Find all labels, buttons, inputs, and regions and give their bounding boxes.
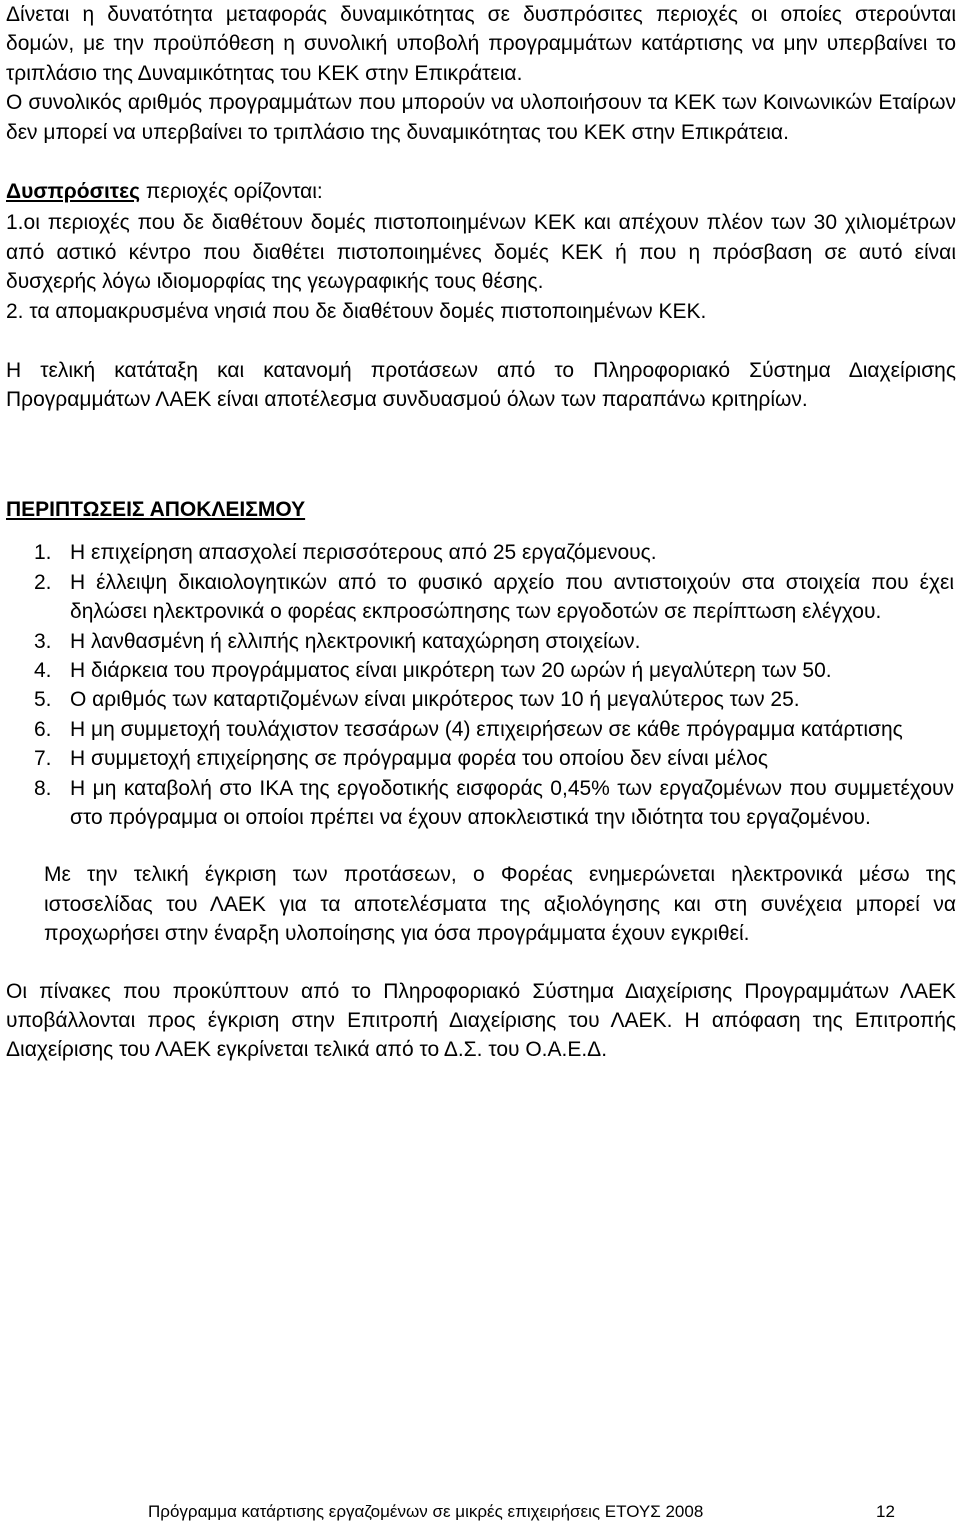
exclusion-item-number: 4. bbox=[34, 658, 52, 682]
page-footer bbox=[0, 1499, 960, 1525]
exclusion-section-title: ΠΕΡΙΠΤΩΣΕΙΣ ΑΠΟΚΛΕΙΣΜΟΥ bbox=[6, 497, 306, 521]
remote-areas-list bbox=[6, 208, 956, 326]
exclusion-item-text: Η επιχείρηση απασχολεί περισσότερους από 25 εργαζόμενους. bbox=[70, 541, 657, 565]
exclusion-item bbox=[6, 568, 956, 627]
exclusion-item-number: 2. bbox=[34, 570, 52, 594]
remote-area-item: 1.οι περιοχές που δε διαθέτουν δομές πιστοποιημένων ΚΕΚ και απέχουν πλέον των 30 χιλιομέτρων από αστικό κέντρο που διαθέτει πιστοποιημένες δομές ΚΕΚ ή που η πρόσβαση σε αυτό είναι δυσχερής λόγω ιδιομορφίας της γεωγραφικής τους θέσης. bbox=[6, 211, 956, 294]
exclusion-item bbox=[6, 715, 956, 744]
exclusion-item-number: 3. bbox=[34, 629, 52, 653]
exclusion-item-text: Ο αριθμός των καταρτιζομένων είναι μικρότερος των 10 ή μεγαλύτερος των 25. bbox=[70, 688, 800, 712]
capacity-transfer-paragraph: Δίνεται η δυνατότητα μεταφοράς δυναμικότητας σε δυσπρόσιτες περιοχές οι οποίες στερούνται δομών, με την προϋπόθεση η συνολική υποβολή προγραμμάτων κατάρτισης να μην υπερβαίνει το τριπλάσιο της Δυναμικότητας του ΚΕΚ στην Επικράτεια. bbox=[6, 3, 956, 85]
page-number: 12 bbox=[876, 1502, 895, 1521]
exclusion-list bbox=[6, 538, 956, 832]
exclusion-item-number: 6. bbox=[34, 717, 52, 741]
exclusion-item-number: 1. bbox=[34, 541, 52, 565]
tables-approval-paragraph: Οι πίνακες που προκύπτουν από το Πληροφοριακό Σύστημα Διαχείρισης Προγραμμάτων ΛΑΕΚ υποβάλλονται προς έγκριση στην Επιτροπή Διαχείρισης του ΛΑΕΚ. Η απόφαση της Επιτροπής Διαχείρισης του ΛΑΕΚ εγκρίνεται τελικά από το Δ.Σ. του Ο.Α.Ε.Δ. bbox=[6, 979, 956, 1062]
remote-areas-heading-rest: περιοχές ορίζονται: bbox=[140, 180, 323, 204]
exclusion-item-text: Η διάρκεια του προγράμματος είναι μικρότερη των 20 ωρών ή μεγαλύτερη των 50. bbox=[70, 658, 832, 682]
footer-title: Πρόγραμμα κατάρτισης εργαζομένων σε μικρές επιχειρήσεις ΕΤΟΥΣ 2008 bbox=[148, 1502, 704, 1521]
exclusion-item-number: 7. bbox=[34, 747, 52, 771]
exclusion-item-text: Η συμμετοχή επιχείρησης σε πρόγραμμα φορέα του οποίου δεν είναι μέλος bbox=[70, 747, 768, 771]
exclusion-item-text: Η λανθασμένη ή ελλιπής ηλεκτρονική καταχώρηση στοιχείων. bbox=[70, 629, 641, 653]
document-page bbox=[6, 0, 956, 1065]
exclusion-item bbox=[6, 656, 956, 685]
exclusion-item bbox=[6, 744, 956, 773]
ranking-paragraph: Η τελική κατάταξη και κατανομή προτάσεων από το Πληροφοριακό Σύστημα Διαχείρισης Προγραμμάτων ΛΑΕΚ είναι αποτέλεσμα συνδυασμού όλων των παραπάνω κριτηρίων. bbox=[6, 359, 956, 412]
exclusion-item-text: Η μη συμμετοχή τουλάχιστον τεσσάρων (4) επιχειρήσεων σε κάθε πρόγραμμα κατάρτισης bbox=[70, 717, 903, 741]
exclusion-item bbox=[6, 538, 956, 567]
exclusion-item bbox=[6, 627, 956, 656]
exclusion-item-number: 5. bbox=[34, 688, 52, 712]
approval-paragraph: Με την τελική έγκριση των προτάσεων, ο Φορέας ενημερώνεται ηλεκτρονικά μέσω της ιστοσελίδας του ΛΑΕΚ για τα αποτελέσματα της αξιολόγησης και στη συνέχεια μπορεί να προχωρήσει στην έναρξη υλοποίησης για όσα προγράμματα έχουν εγκριθεί. bbox=[44, 863, 956, 946]
remote-areas-term: Δυσπρόσιτες bbox=[6, 180, 141, 204]
remote-area-item: 2. τα απομακρυσμένα νησιά που δε διαθέτουν δομές πιστοποιημένων ΚΕΚ. bbox=[6, 299, 707, 323]
social-partners-paragraph: Ο συνολικός αριθμός προγραμμάτων που μπορούν να υλοποιήσουν τα ΚΕΚ των Κοινωνικών Εταίρων δεν μπορεί να υπερβαίνει το τριπλάσιο της δυναμικότητας του ΚΕΚ στην Επικράτεια. bbox=[6, 91, 956, 144]
exclusion-item bbox=[6, 685, 956, 714]
exclusion-item-text: Η μη καταβολή στο ΙΚΑ της εργοδοτικής εισφοράς 0,45% των εργαζομένων που συμμετέχουν στο πρόγραμμα οι οποίοι πρέπει να έχουν αποκλειστικά την ιδιότητα του εργαζομένου. bbox=[70, 776, 954, 829]
exclusion-item-number: 8. bbox=[34, 776, 52, 800]
exclusion-item bbox=[6, 774, 956, 833]
remote-areas-heading bbox=[6, 177, 956, 206]
exclusion-item-text: Η έλλειψη δικαιολογητικών από το φυσικό αρχείο που αντιστοιχούν στα στοιχεία που έχει δηλώσει ηλεκτρονικά ο φορέας εκπροσώπησης των εργοδοτών σε περίπτωση ελέγχου. bbox=[70, 570, 954, 624]
